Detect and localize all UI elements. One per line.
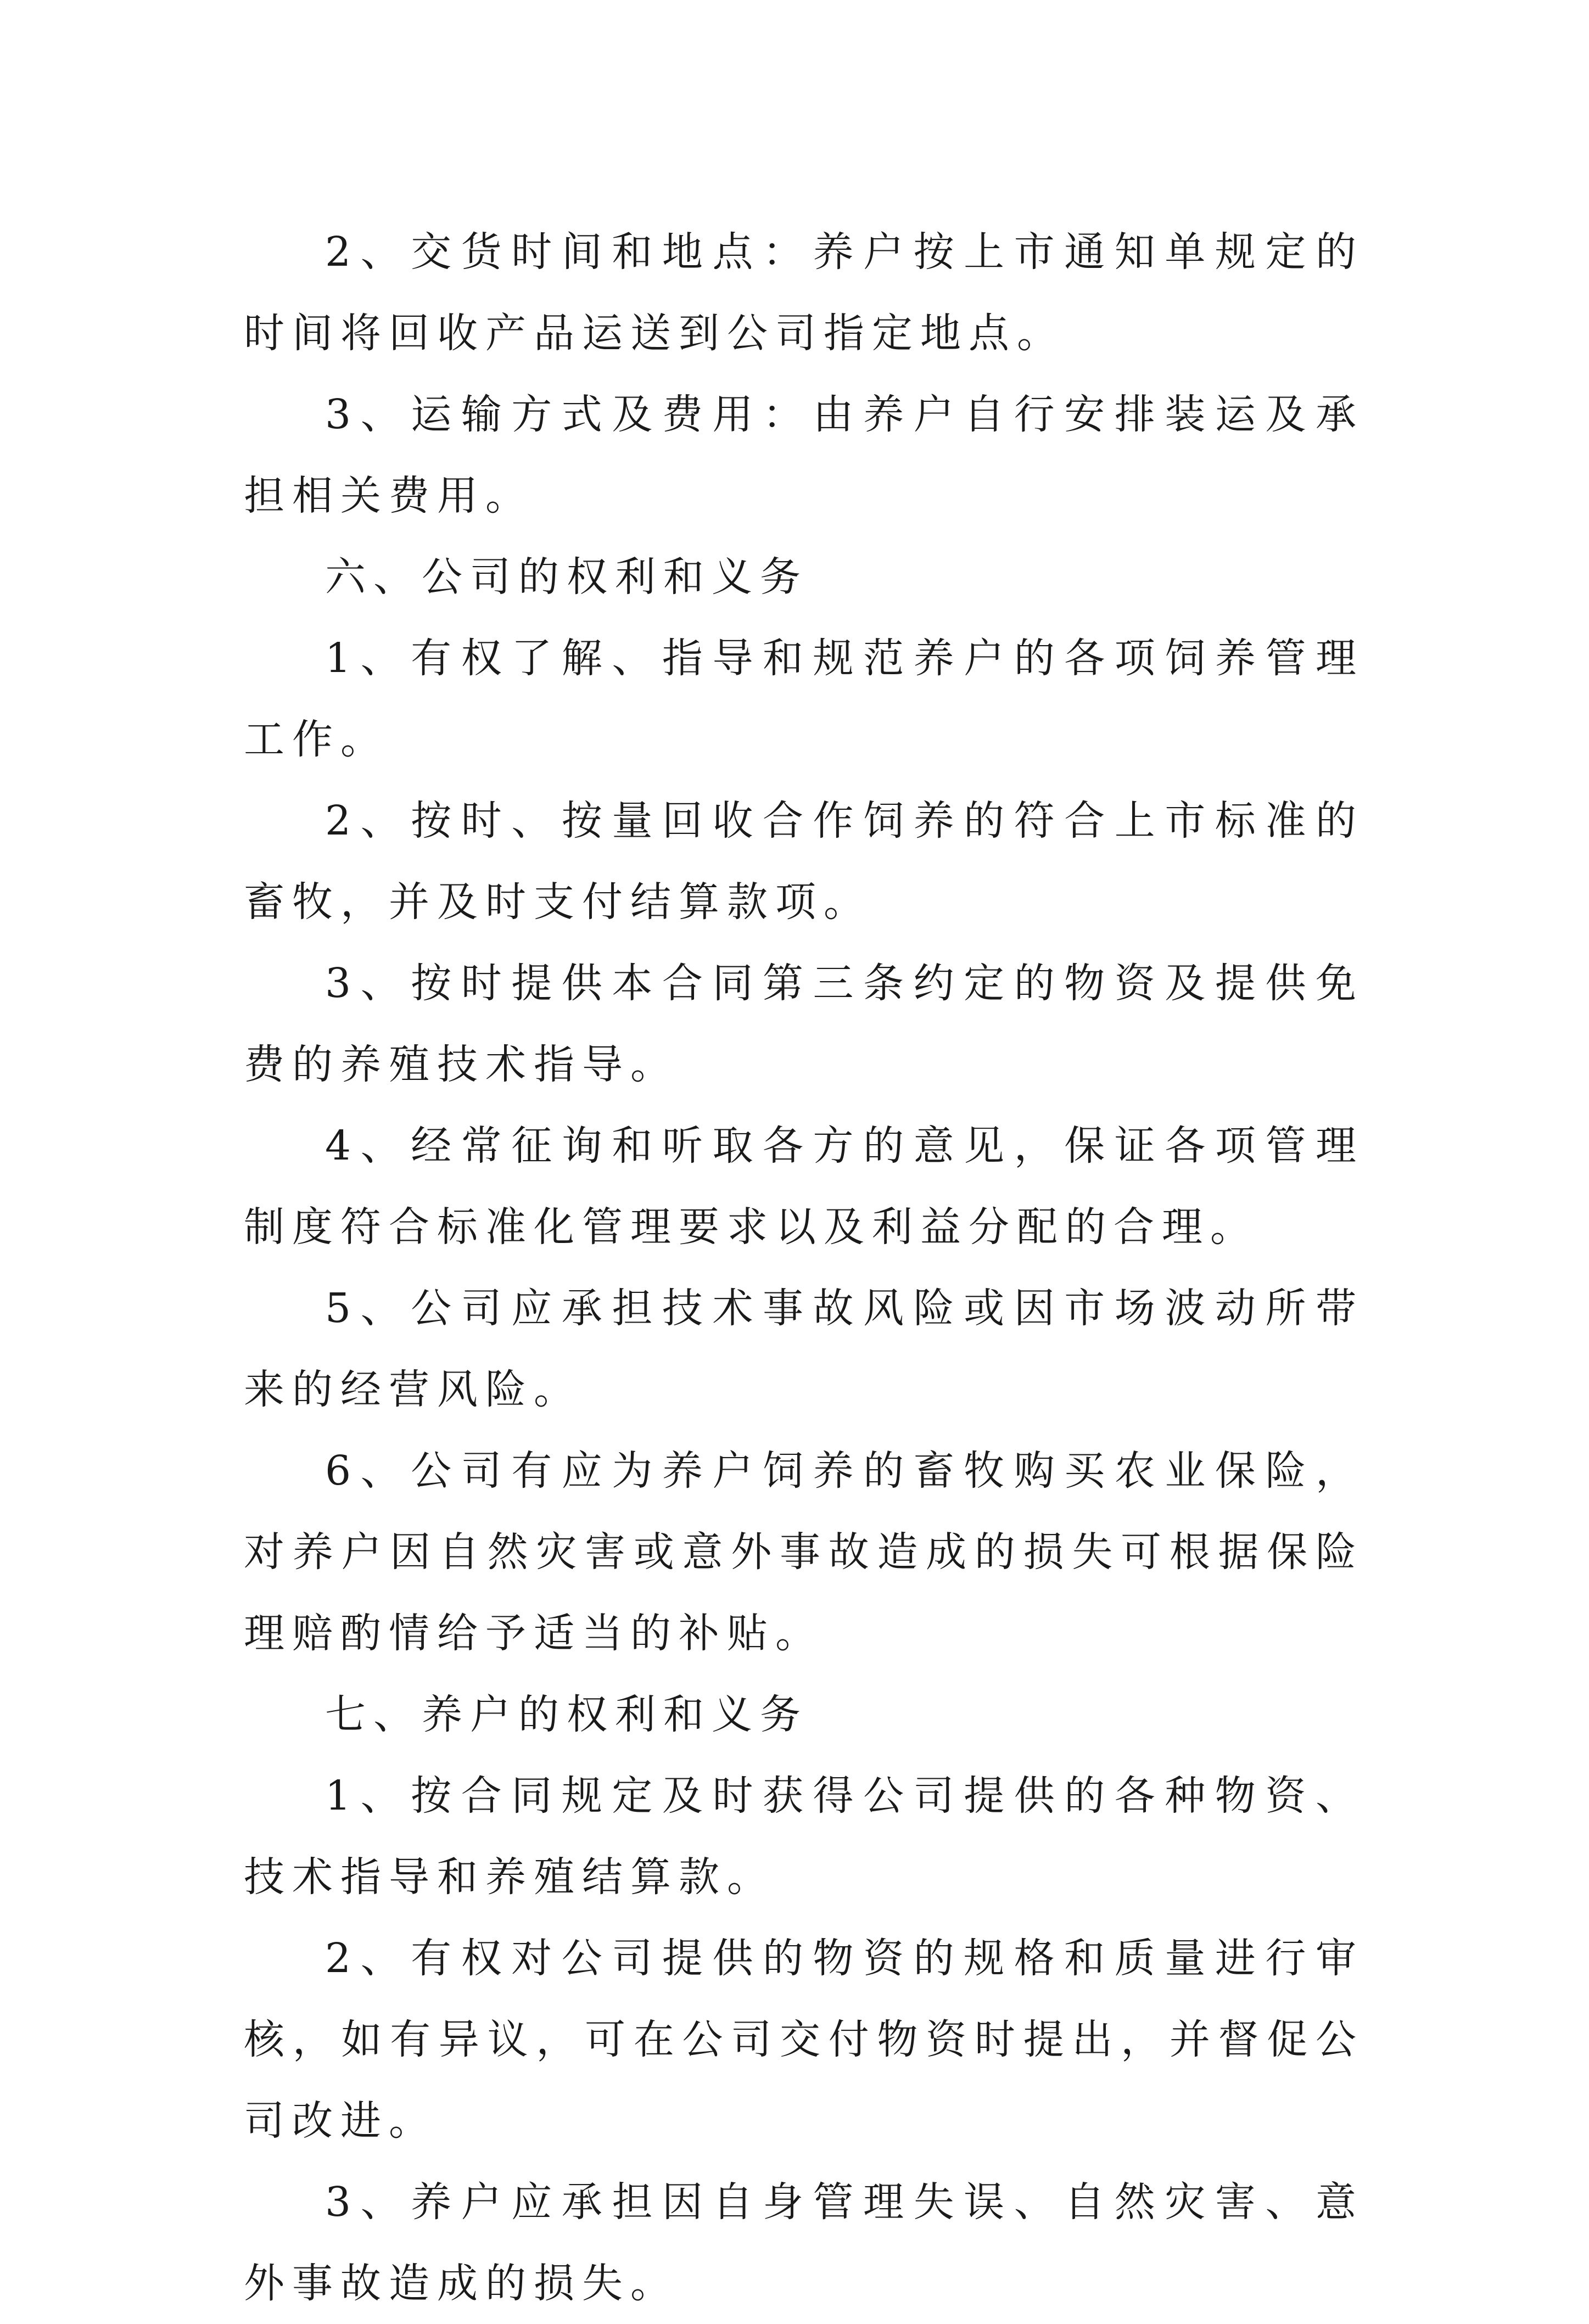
paragraph-farmer-item-3: 3、养户应承担因自身管理失误、自然灾害、意外事故造成的损失。 [244,2179,1364,2307]
paragraph-transport-cost: 3、运输方式及费用：由养户自行安排装运及承担相关费用。 [244,391,1364,519]
paragraph-company-item-6: 6、公司有应为养户饲养的畜牧购买农业保险，对养户因自然灾害或意外事故造成的损失可根据保险理赔酌情给予适当的补贴。 [244,1447,1364,1657]
paragraph-company-item-4: 4、经常征询和听取各方的意见，保证各项管理制度符合标准化管理要求以及利益分配的合理。 [244,1122,1364,1251]
paragraph-company-item-3: 3、按时提供本合同第三条约定的物资及提供免费的养殖技术指导。 [244,960,1364,1088]
paragraph-farmer-item-2: 2、有权对公司提供的物资的规格和质量进行审核，如有异议，可在公司交付物资时提出，并督促公司改进。 [244,1935,1364,2144]
document-body [244,211,1364,2324]
paragraph-company-item-1: 1、有权了解、指导和规范养户的各项饲养管理工作。 [244,635,1364,763]
section-heading-company-rights: 六、公司的权利和义务 [325,553,808,601]
paragraph-farmer-item-1: 1、按合同规定及时获得公司提供的各种物资、技术指导和养殖结算款。 [244,1772,1364,1901]
paragraph-company-item-5: 5、公司应承担技术事故风险或因市场波动所带来的经营风险。 [244,1285,1364,1413]
section-heading-farmer-rights: 七、养户的权利和义务 [325,1691,808,1738]
paragraph-company-item-2: 2、按时、按量回收合作饲养的符合上市标准的畜牧，并及时支付结算款项。 [244,797,1364,926]
paragraph-delivery-time-place: 2、交货时间和地点：养户按上市通知单规定的时间将回收产品运送到公司指定地点。 [244,228,1364,357]
